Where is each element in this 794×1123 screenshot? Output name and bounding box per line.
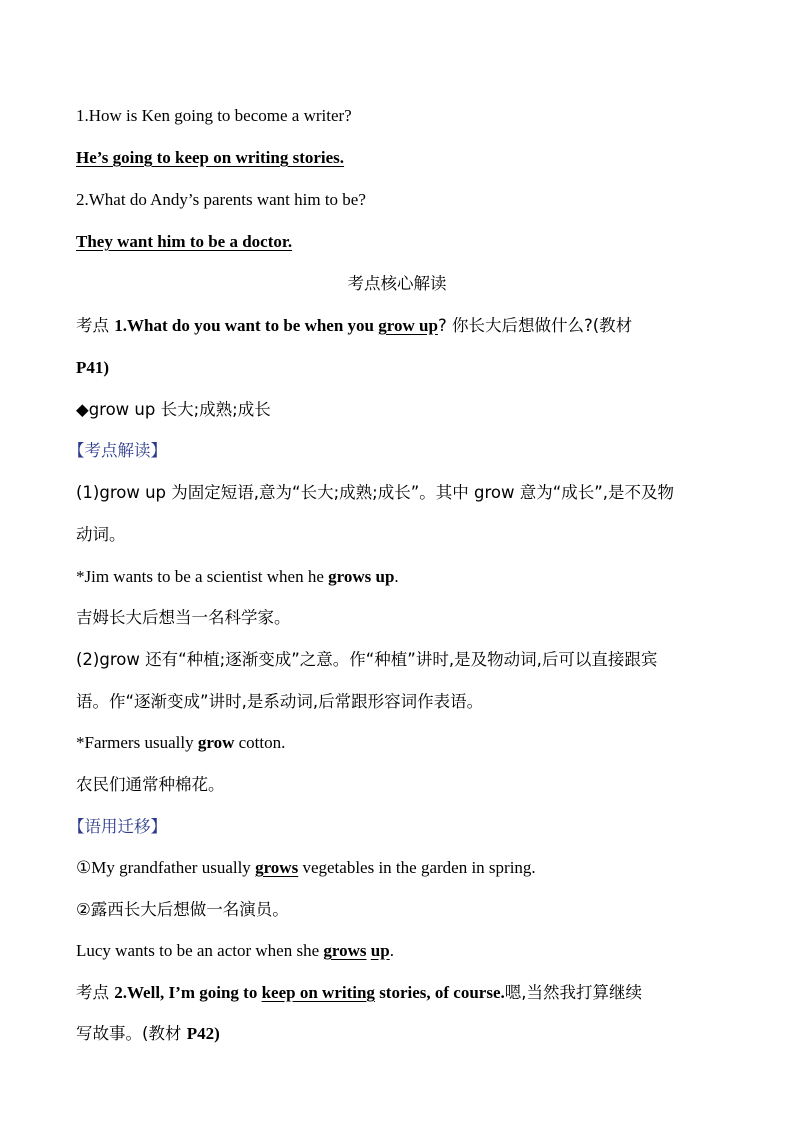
practice-2-answer-2: up bbox=[370, 941, 390, 960]
key-point-1 bbox=[76, 315, 632, 337]
question-2: 2.What do Andy’s parents want him to be? bbox=[76, 190, 366, 209]
example-2-translation: 农民们通常种棉花。 bbox=[76, 775, 225, 794]
key-point-2-translation-end: 写故事。(教材 bbox=[76, 1024, 187, 1043]
key-point-2-translation: 嗯,当然我打算继续 bbox=[504, 983, 643, 1002]
key-point-2-line-2 bbox=[76, 1023, 220, 1045]
example-2-end: cotton. bbox=[234, 733, 286, 752]
example-1-keyword: grows up bbox=[328, 567, 395, 586]
example-2-keyword: grow bbox=[197, 733, 235, 752]
example-1 bbox=[76, 566, 399, 588]
explanation-1-line-1: (1)grow up 为固定短语,意为“长大;成熟;成长”。其中 grow 意为“成长”,是不及物 bbox=[76, 483, 675, 502]
practice-2-end: . bbox=[389, 941, 394, 960]
practice-2-answer-line bbox=[76, 940, 394, 962]
practice-2: ②露西长大后想做一名演员。 bbox=[76, 900, 289, 919]
answer-2: They want him to be a doctor. bbox=[76, 232, 293, 251]
key-point-2-phrase: keep on writing bbox=[261, 983, 375, 1002]
practice-1-end: vegetables in the garden in spring. bbox=[298, 858, 536, 877]
key-point-1-translation: ? 你长大后想做什么?(教材 bbox=[437, 316, 633, 335]
key-point-2-paren: ) bbox=[214, 1024, 220, 1043]
key-point-1-source: P41) bbox=[76, 358, 110, 377]
key-point-2-prefix: 考点 bbox=[76, 983, 115, 1002]
explanation-2-line-2: 语。作“逐渐变成”讲时,是系动词,后常跟形容词作表语。 bbox=[76, 692, 484, 711]
practice-header: 【语用迁移】 bbox=[68, 817, 167, 836]
key-point-1-phrase: grow up bbox=[378, 316, 438, 335]
explanation-header: 【考点解读】 bbox=[68, 441, 167, 460]
key-point-2-page: P42 bbox=[186, 1024, 215, 1043]
example-1-text: *Jim wants to be a scientist when he bbox=[76, 567, 329, 586]
section-title: 考点核心解读 bbox=[347, 274, 447, 293]
example-1-translation: 吉姆长大后想当一名科学家。 bbox=[76, 608, 291, 627]
key-point-2 bbox=[76, 982, 642, 1004]
practice-1-answer: grows bbox=[255, 858, 299, 877]
key-point-1-prefix: 考点 bbox=[76, 316, 115, 335]
key-point-2-sentence: 2.Well, I’m going to bbox=[114, 983, 262, 1002]
phrase-definition: ◆grow up 长大;成熟;成长 bbox=[76, 400, 271, 419]
practice-1 bbox=[76, 857, 536, 879]
example-1-end: . bbox=[394, 567, 399, 586]
key-point-1-sentence: 1.What do you want to be when you bbox=[114, 316, 379, 335]
question-1: 1.How is Ken going to become a writer? bbox=[76, 106, 352, 125]
practice-1-text: ①My grandfather usually bbox=[76, 858, 256, 877]
explanation-1-line-2: 动词。 bbox=[76, 525, 126, 544]
explanation-2-line-1: (2)grow 还有“种植;逐渐变成”之意。作“种植”讲时,是及物动词,后可以直接跟宾 bbox=[76, 650, 658, 669]
example-2 bbox=[76, 732, 285, 754]
practice-2-text: Lucy wants to be an actor when she bbox=[76, 941, 324, 960]
key-point-2-sentence-end: stories, of course. bbox=[374, 983, 505, 1002]
answer-1: He’s going to keep on writing stories. bbox=[76, 148, 345, 167]
practice-2-answer-1: grows bbox=[323, 941, 367, 960]
example-2-text: *Farmers usually bbox=[76, 733, 198, 752]
